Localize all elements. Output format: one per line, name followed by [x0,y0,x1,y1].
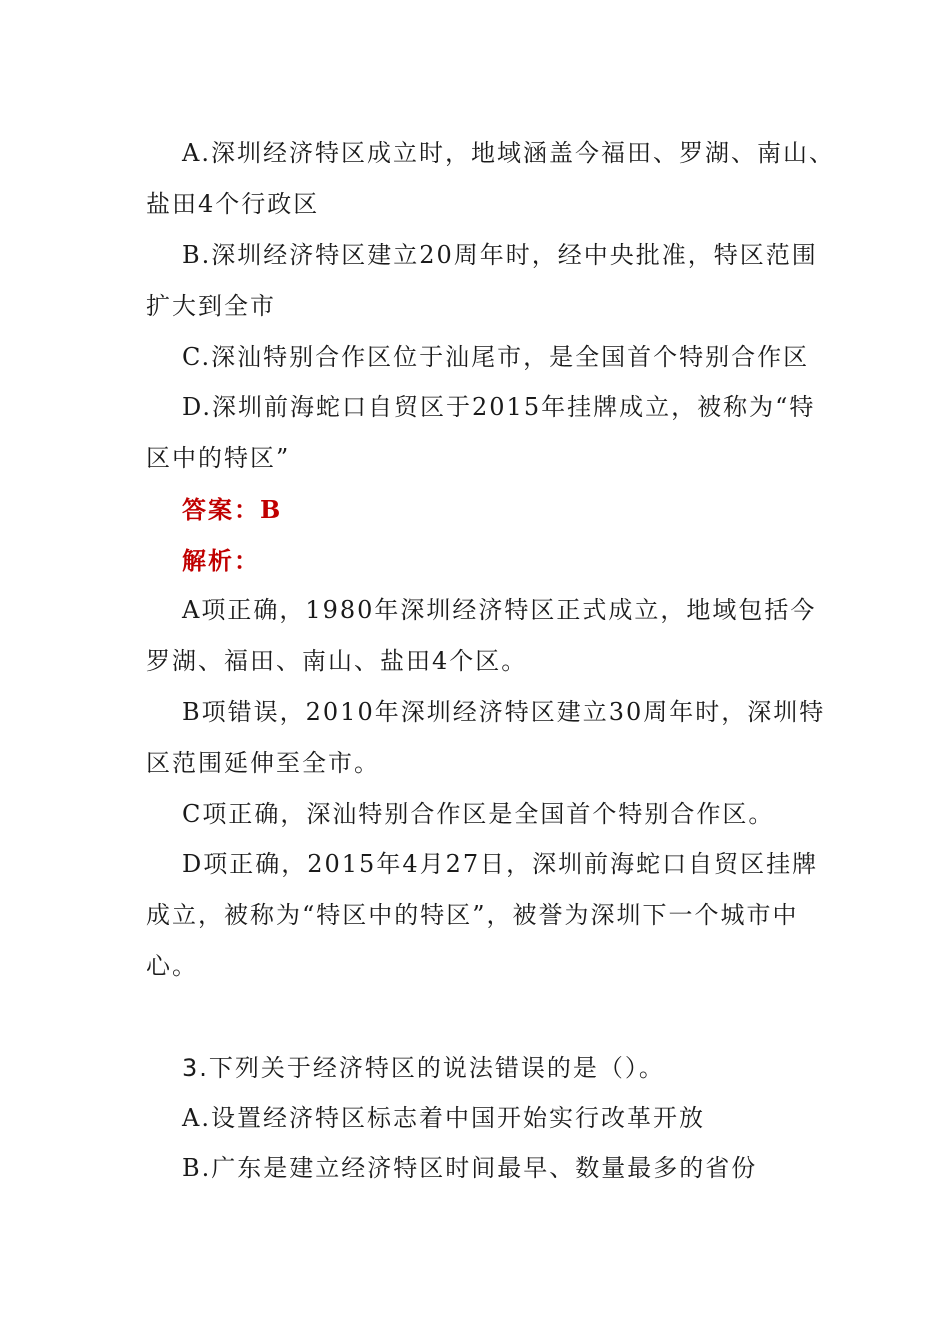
q3-option-b: B.广东是建立经济特区时间最早、数量最多的省份 [182,1154,758,1182]
answer-label: 答案：B [182,495,283,524]
q2-option-c: C.深汕特别合作区位于汕尾市，是全国首个特别合作区 [182,343,810,371]
analysis-b: B项错误，2010年深圳经济特区建立30周年时，深圳特区范围延伸至全市。 [146,698,826,777]
q2-option-b: B.深圳经济特区建立20周年时，经中央批准，特区范围扩大到全市 [146,241,818,320]
q3-option-a: A.设置经济特区标志着中国开始实行改革开放 [182,1104,705,1132]
q2-option-d: D.深圳前海蛇口自贸区于2015年挂牌成立，被称为“特区中的特区” [146,393,816,472]
analysis-a: A项正确，1980年深圳经济特区正式成立，地域包括今罗湖、福田、南山、盐田4个区。 [146,596,817,675]
q2-option-a: A.深圳经济特区成立时，地域涵盖今福田、罗湖、南山、盐田4个行政区 [146,139,835,218]
analysis-d: D项正确，2015年4月27日，深圳前海蛇口自贸区挂牌成立，被称为“特区中的特区”，被誉为深圳下一个城市中心。 [146,850,819,980]
q3-stem: 下列关于经济特区的说法错误的是（）。 [208,1054,665,1082]
analysis-label: 解析： [182,546,260,575]
q3-stem-line [146,1043,836,1094]
analysis-c: C项正确，深汕特别合作区是全国首个特别合作区。 [182,800,775,828]
q3-number: 3. [182,1054,209,1082]
